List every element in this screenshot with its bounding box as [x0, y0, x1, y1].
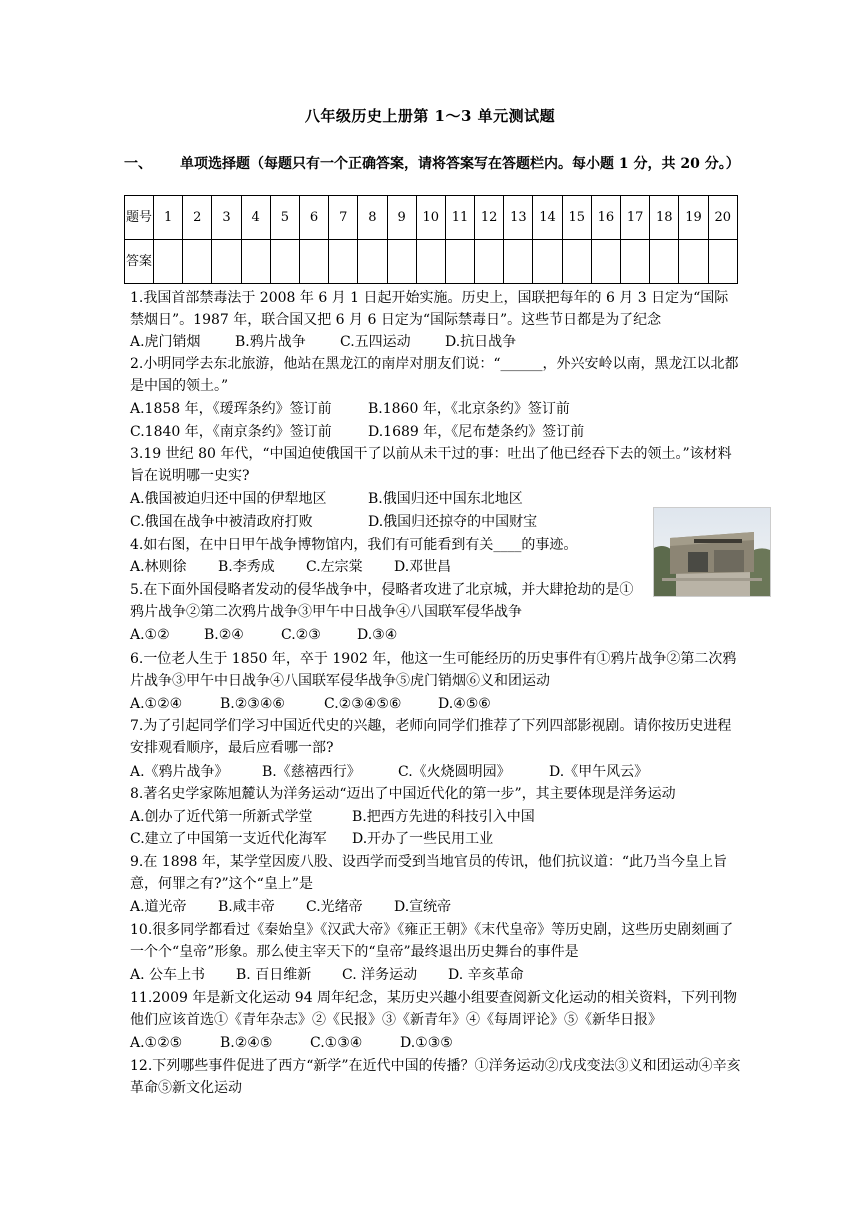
- answer-table-number: 15: [562, 196, 591, 240]
- answer-table-number: 13: [504, 196, 533, 240]
- question-5-options: [130, 624, 397, 646]
- question-3-stem: 3.19 世纪 80 年代，“中国迫使俄国干了以前从未干过的事：吐出了他已经吞下去的领土。”该材料旨在说明哪一史实?: [130, 446, 732, 484]
- answer-cell[interactable]: [533, 240, 562, 284]
- question-10-stem: 10.很多同学都看过《秦始皇》《汉武大帝》《雍正王朝》《末代皇帝》等历史剧，这些历史剧刻画了一个个“皇帝”形象。那么使主宰天下的“皇帝”最终退出历史舞台的事件是: [130, 922, 734, 960]
- option-b: B.②④⑤: [220, 1035, 273, 1051]
- museum-photo: [653, 507, 771, 597]
- option-c: C.五四运动: [340, 334, 411, 350]
- answer-cell[interactable]: [621, 240, 650, 284]
- option-d: D.④⑤⑥: [438, 696, 491, 712]
- answer-table-number: 5: [270, 196, 299, 240]
- option-b: B.鸦片战争: [235, 334, 306, 350]
- option-b: B.咸丰帝: [218, 899, 275, 915]
- question-10-options: [130, 964, 524, 986]
- answer-cell[interactable]: [270, 240, 299, 284]
- answer-table-number-row: [125, 196, 738, 240]
- answer-cell[interactable]: [445, 240, 474, 284]
- question-8-options-row1: [130, 806, 535, 828]
- option-c: C.1840 年，《南京条约》签订前: [130, 424, 332, 440]
- answer-table-number: 8: [358, 196, 387, 240]
- question-1-options: [130, 331, 516, 353]
- answer-cell[interactable]: [387, 240, 416, 284]
- answer-table-number: 19: [679, 196, 708, 240]
- option-d: D.宣统帝: [394, 899, 452, 915]
- answer-table-number: 18: [650, 196, 679, 240]
- answer-cell[interactable]: [679, 240, 708, 284]
- option-d: D.抗日战争: [445, 334, 517, 350]
- option-d: D.③④: [357, 627, 398, 643]
- answer-table: [124, 195, 738, 284]
- option-d: D.1689 年，《尼布楚条约》签订前: [368, 424, 585, 440]
- option-a: A.林则徐: [130, 559, 187, 575]
- answer-cell[interactable]: [212, 240, 241, 284]
- answer-table-number: 16: [591, 196, 620, 240]
- answer-table-number: 11: [445, 196, 474, 240]
- museum-photo-image: [654, 508, 770, 596]
- question-8-stem: 8.著名史学家陈旭麓认为洋务运动“迈出了中国近代化的第一步”，其主要体现是洋务运动: [130, 786, 676, 802]
- question-11-stem: 11.2009 年是新文化运动 94 周年纪念，某历史兴趣小组要查阅新文化运动的相关资料，下列刊物他们应该首选①《青年杂志》②《民报》③《新青年》④《每周评论》⑤《新华日报》: [130, 990, 738, 1028]
- option-b: B.②④: [204, 627, 244, 643]
- answer-table-number: 12: [475, 196, 504, 240]
- option-b: B.李秀成: [218, 559, 275, 575]
- answer-table-number: 20: [708, 196, 737, 240]
- option-c: C.建立了中国第一支近代化海军: [130, 831, 327, 847]
- question-7-stem: 7.为了引起同学们学习中国近代史的兴趣，老师向同学们推荐了下列四部影视剧。请你按历史进程安排观看顺序，最后应看哪一部?: [130, 718, 732, 756]
- answer-cell[interactable]: [475, 240, 504, 284]
- section-text: 单项选择题（每题只有一个正确答案，请将答案写在答题栏内。每小题 1 分，共 20 分。）: [180, 156, 740, 172]
- option-a: A.创办了近代第一所新式学堂: [130, 809, 313, 825]
- option-c: C.①③④: [310, 1035, 363, 1051]
- option-d: D.邓世昌: [394, 559, 452, 575]
- option-d: D.《甲午风云》: [549, 764, 649, 780]
- question-3-options-row1: [130, 488, 523, 510]
- answer-table-number: 10: [416, 196, 445, 240]
- question-12-stem: 12.下列哪些事件促进了西方“新学”在近代中国的传播？①洋务运动②戊戌变法③义和团运动④辛亥革命⑤新文化运动: [130, 1058, 741, 1096]
- option-a: A.虎门销烟: [130, 334, 201, 350]
- section-heading: [124, 154, 740, 175]
- option-b: B.把西方先进的科技引入中国: [352, 809, 535, 825]
- question-8-options-row2: [130, 828, 493, 850]
- answer-cell[interactable]: [416, 240, 445, 284]
- question-7-options: [130, 761, 648, 783]
- answer-cell[interactable]: [650, 240, 679, 284]
- option-a: A.道光帝: [130, 899, 187, 915]
- option-a: A.①②④: [130, 696, 183, 712]
- question-5-stem: 5.在下面外国侵略者发动的侵华战争中，侵略者攻进了北京城，并大肆抢劫的是①鸦片战争②第二次鸦片战争③甲午中日战争④八国联军侵华战争: [130, 582, 634, 620]
- answer-cell[interactable]: [504, 240, 533, 284]
- question-4-stem: 4.如右图，在中日甲午战争博物馆内，我们有可能看到有关____的事迹。: [130, 537, 578, 553]
- option-a: A.1858 年，《瑷珲条约》签订前: [130, 401, 332, 417]
- question-4-options: [130, 556, 451, 578]
- option-c: C.《火烧圆明园》: [398, 764, 511, 780]
- section-number: 一、: [124, 156, 152, 172]
- answer-table-number: 1: [154, 196, 183, 240]
- question-9-stem: 9.在 1898 年，某学堂因废八股、设西学而受到当地官员的传讯，他们抗议道：“此乃当今皇上旨意，何罪之有?”这个“皇上”是: [130, 854, 728, 892]
- answer-cell[interactable]: [241, 240, 270, 284]
- option-c: C.②③④⑤⑥: [324, 696, 402, 712]
- option-d: D.①③⑤: [400, 1035, 453, 1051]
- option-c: C.左宗棠: [306, 559, 363, 575]
- option-d: D. 辛亥革命: [448, 967, 524, 983]
- option-b: B.俄国归还中国东北地区: [368, 491, 523, 507]
- option-d: D.俄国归还掠夺的中国财宝: [368, 514, 538, 530]
- option-c: C.俄国在战争中被清政府打败: [130, 514, 313, 530]
- question-2-stem: 2.小明同学去东北旅游，他站在黑龙江的南岸对朋友们说：“______，外兴安岭以南，黑龙江以北都是中国的领土。”: [130, 356, 739, 394]
- answer-table-number: 6: [299, 196, 328, 240]
- answer-cell[interactable]: [154, 240, 183, 284]
- option-a: A. 公车上书: [130, 967, 206, 983]
- option-d: D.开办了一些民用工业: [352, 831, 494, 847]
- option-b: B.《慈禧西行》: [262, 764, 361, 780]
- answer-cell[interactable]: [591, 240, 620, 284]
- option-b: B.1860 年，《北京条约》签订前: [368, 401, 570, 417]
- answer-table-number: 7: [329, 196, 358, 240]
- option-a: A.《鸦片战争》: [130, 764, 229, 780]
- option-a: A.①②⑤: [130, 1035, 183, 1051]
- question-2-options-row1: [130, 398, 570, 420]
- answer-table-number: 2: [183, 196, 212, 240]
- answer-table-number: 9: [387, 196, 416, 240]
- option-c: C.②③: [281, 627, 321, 643]
- option-a: A.①②: [130, 627, 170, 643]
- answer-cell[interactable]: [183, 240, 212, 284]
- answer-cell[interactable]: [329, 240, 358, 284]
- answer-cell[interactable]: [358, 240, 387, 284]
- page-title: 八年级历史上册第 1～3 单元测试题: [304, 107, 556, 125]
- answer-table-number: 3: [212, 196, 241, 240]
- question-2-options-row2: [130, 421, 584, 443]
- answer-table-answer-row: [125, 240, 738, 284]
- question-11-options: [130, 1032, 453, 1054]
- question-3-options-row2: [130, 511, 537, 533]
- answer-cell[interactable]: [299, 240, 328, 284]
- answer-table-row1-label: 题号: [125, 196, 154, 240]
- answer-cell[interactable]: [562, 240, 591, 284]
- question-6-options: [130, 693, 491, 715]
- answer-table-number: 17: [621, 196, 650, 240]
- question-9-options: [130, 896, 451, 918]
- option-a: A.俄国被迫归还中国的伊犁地区: [130, 491, 327, 507]
- answer-table-number: 14: [533, 196, 562, 240]
- answer-cell[interactable]: [708, 240, 737, 284]
- answer-table-row2-label: 答案: [125, 240, 154, 284]
- option-c: C. 洋务运动: [342, 967, 418, 983]
- question-1-stem: 1.我国首部禁毒法于 2008 年 6 月 1 日起开始实施。历史上，国联把每年的 6 月 3 日定为“国际禁烟日”。1987 年，联合国又把 6 月 6 日定为“国际禁毒日”。这些节日都是为了纪念: [130, 290, 729, 328]
- answer-table-number: 4: [241, 196, 270, 240]
- option-b: B.②③④⑥: [220, 696, 285, 712]
- question-6-stem: 6.一位老人生于 1850 年，卒于 1902 年，他这一生可能经历的历史事件有①鸦片战争②第二次鸦片战争③甲午中日战争④八国联军侵华战争⑤虎门销烟⑥义和团运动: [130, 651, 737, 689]
- option-c: C.光绪帝: [306, 899, 363, 915]
- option-b: B. 百日维新: [236, 967, 312, 983]
